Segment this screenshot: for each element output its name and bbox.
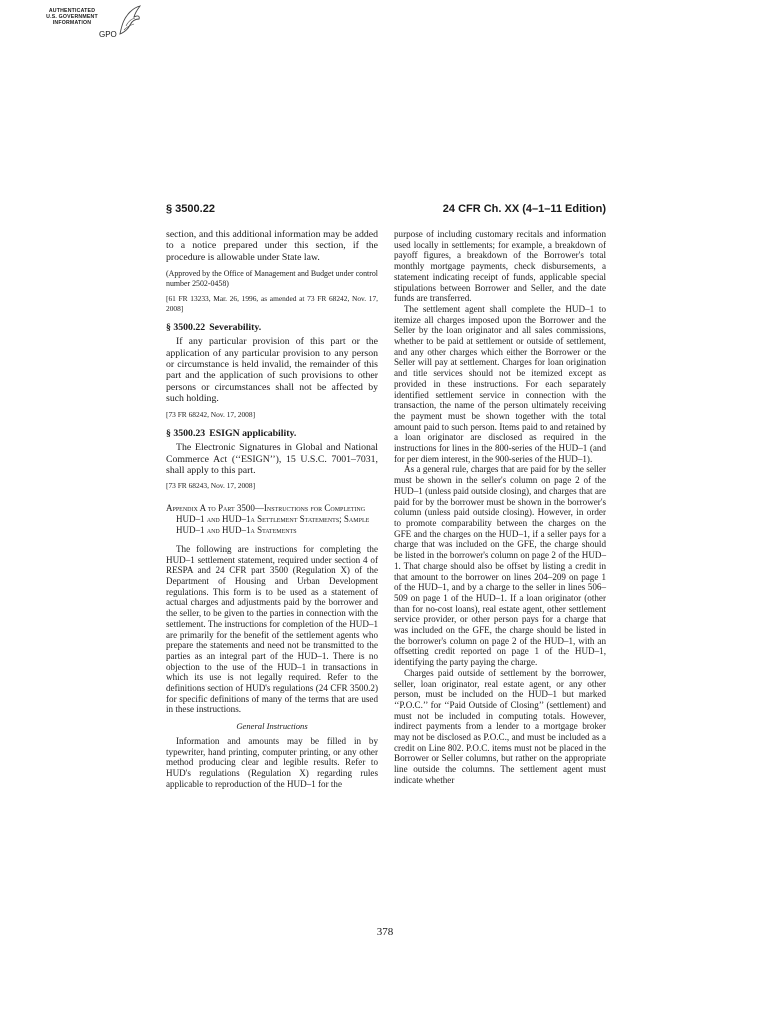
- logo-line: U.S. GOVERNMENT: [46, 14, 98, 20]
- omb-approval-note: (Approved by the Office of Management and Budget under control number 2502-0458): [166, 269, 378, 289]
- body-paragraph: As a general rule, charges that are paid for by the seller must be shown in the seller's column on page 2 of the HUD–1 (unless paid outside closing), and charges that are paid for by the borrower must be shown in the borrower's column (unless paid outside closing). However, in order to promote comparability between the charges on the GFE and the charges on the HUD–1, if a seller pays for a charge that was included on the GFE, the charge should be listed in the borrower's column on page 2 of the HUD–1. That charge should also be offset by listing a credit in that amount to the borrower on lines 204–209 on page 1 of the HUD–1, and by a charge to the seller in lines 506–509 on page 1 of the HUD–1. If a loan originator (other than for no-cost loans), real estate agent, other settlement service provider, or other person pays for a charge that was included on the GFE, the charge should be listed in the borrower's column on page 2 of the HUD–1, with an offsetting credit reported on page 1 of the HUD–1, identifying the party paying the charge.: [394, 464, 606, 668]
- source-citation: [73 FR 68242, Nov. 17, 2008]: [166, 409, 256, 419]
- section-title: Severability.: [209, 322, 262, 334]
- source-citation: [61 FR 13233, Mar. 26, 1996, as amended at 73 FR 68242, Nov. 17, 2008]: [166, 294, 378, 313]
- body-paragraph: The settlement agent shall complete the HUD–1 to itemize all charges imposed upon the Borrower and the Seller by the loan originator and all sales commissions, whether to be paid at settlement or outside of settlement, and any other charges which either the Borrower or the Seller will pay at settlement. Charges for loan origination and title services should not be itemized except as provided in these instructions. For each separately identified settlement service in connection with the transaction, the name of the person ultimately receiving the payment must be shown together with the total amount paid to such person. Items paid to and retained by a loan originator are disclosed as required in the instructions for lines in the 800-series of the HUD–1 (and for per diem interest, in the 900-series of the HUD–1).: [394, 303, 606, 464]
- severability-paragraph: If any particular provision of this part or the application of any particular provision to any person or circumstance is held invalid, the remainder of this part and the application of such provisions to other persons or circumstances shall not be affected by such holding.: [166, 336, 378, 405]
- section-heading-esign: [166, 428, 378, 440]
- body-paragraph: purpose of including customary recitals and information used locally in settlements; for example, a breakdown of payoff figures, a breakdown of the Borrower's total monthly mortgage payments, check disbursements, a statement indicating receipt of funds, applicable special stipulations between Borrower and Seller, and the date funds are transferred.: [394, 229, 606, 304]
- logo-line: AUTHENTICATED: [48, 8, 96, 14]
- section-number: § 3500.22: [166, 322, 206, 334]
- gpo-mark: GPO: [99, 30, 117, 39]
- eagle-icon: [116, 4, 142, 38]
- intro-paragraph: section, and this additional information may be added to a notice prepared under this section, if the procedure is allowable under State law.: [166, 229, 378, 263]
- logo-line: INFORMATION: [52, 20, 92, 26]
- left-column: [166, 229, 378, 789]
- page-number: 378: [376, 926, 394, 938]
- body-paragraph: Charges paid outside of settlement by the borrower, seller, loan originator, real estate agent, or any other person, must be included on the HUD–1 but marked ‘‘P.O.C.’’ for ‘‘Paid Outside of Closing’’ (settlement) and must not be included in computing totals. However, indirect payments from a lender to a mortgage broker may not be disclosed as P.O.C., and must be included as a credit on Line 802. P.O.C. items must not be placed in the Borrower or Seller columns, but rather on the appropriate line outside the columns. The settlement agent must indicate whether: [394, 667, 606, 785]
- right-column: [394, 229, 606, 786]
- appendix-intro-paragraph: The following are instructions for completing the HUD–1 settlement statement, required under section 4 of RESPA and 24 CFR part 3500 (Regulation X) of the Department of Housing and Urban Development regulations. This form is to be used as a statement of actual charges and adjustments paid by the borrower and the seller, to be given to the parties in connection with the settlement. The instructions for completion of the HUD–1 are primarily for the benefit of the settlement agents who prepare the statements and need not be transmitted to the parties as an integral part of the HUD–1. There is no objection to the use of the HUD–1 in transactions in which its use is not legally required. Refer to the definitions section of HUD's regulations (24 CFR 3500.2) for specific definitions of many of the terms that are used in these instructions.: [166, 543, 378, 715]
- edition-header: 24 CFR Ch. XX (4–1–11 Edition): [442, 203, 606, 215]
- running-head: [166, 203, 606, 217]
- section-number: § 3500.23: [166, 428, 206, 440]
- appendix-heading: [166, 503, 378, 536]
- appendix-title: Appendix A to Part 3500—Instructions for Completing HUD–1 and HUD–1a Settlement Statements; Sample HUD–1 and HUD–1a Statements: [166, 502, 370, 535]
- gpo-logo-text: [30, 8, 114, 26]
- source-citation: [73 FR 68243, Nov. 17, 2008]: [166, 481, 256, 491]
- general-instructions-paragraph: Information and amounts may be filled in by typewriter, hand printing, computer printing, or any other method producing clear and legible results. Refer to HUD's regulations (Regulation X) regarding rules applicable to reproduction of the HUD–1 for the: [166, 735, 378, 789]
- esign-paragraph: The Electronic Signatures in Global and National Commerce Act (‘‘ESIGN’’), 15 U.S.C. 7001–7031, shall apply to this part.: [166, 442, 378, 476]
- general-instructions-heading: General Instructions: [236, 721, 308, 732]
- gpo-authentication-logo: [30, 4, 142, 44]
- section-number-header: § 3500.22: [166, 203, 215, 215]
- section-heading-severability: [166, 322, 378, 334]
- section-title: ESIGN applicability.: [209, 428, 297, 440]
